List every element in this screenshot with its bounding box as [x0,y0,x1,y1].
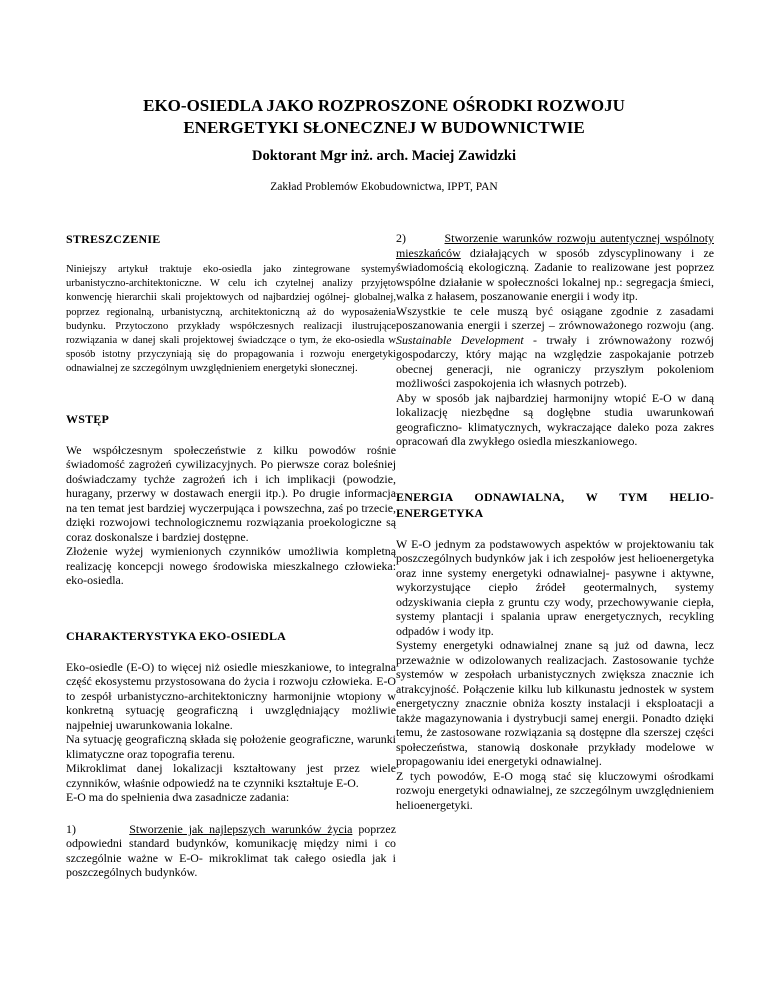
intro-heading: WSTĘP [66,411,110,426]
task-2-lead: Stworzenie warunków rozwoju autentycznej wspólnoty mieszkańców [396,231,714,260]
intro-paragraph-1: We współczesnym społeczeństwie z kilku powodów rośnie świadomość zagrożeń cywilizacyjnych. Po pierwsze coraz boleśniej doświadczamy tychże zagrożeń ich i ich implikacji (powodzie, huragany, przerwy w dostawach energii itp.). Po drugie informacja na ten temat jest bardziej wyczerpująca i powszechna, zaś po trzecie, dzięki rozwojowi technologicznemu rozwiązania proekologiczne są coraz doskonalsze i bardziej dostępne. [66,442,396,544]
left-column [66,231,396,880]
paper-title [60,95,708,139]
characteristics-paragraph-2: Na sytuację geograficzną składa się położenie geograficzne, warunki klimatyczne oraz topografia terenu. [66,732,396,761]
energy-paragraph-3: Z tych powodów, E-O mogą stać się kluczowymi ośrodkami rozwoju energetyki odnawialnej, ze szczególnym uwzględnieniem helioenergetyki. [396,768,714,812]
task-2-number: 2) [396,231,406,245]
task-1 [66,822,396,880]
title-line-2: ENERGETYKI SŁONECZNEJ W BUDOWNICTWIE [183,118,585,137]
task-2-rest: działających w sposób zdyscyplinowany i ze świadomością ekologiczną. Zadanie to realizowane jest poprzez wspólne działanie w społeczności lokalnej np.: segregacja śmieci, walka z hałasem, poszanowanie energii i wody itp. [396,245,714,303]
task-1-number: 1) [66,821,76,836]
task-2 [396,231,714,304]
characteristics-paragraph-1: Eko-osiedle (E-O) to więcej niż osiedle mieszkaniowe, to integralna część ekosystemu przystosowana do życia i rozwoju człowieka. E-O to zespół urbanistyczno-architektoniczny harmonijnie wtopiony w konkretną sytuację geograficzną i uwzględniający możliwie najpełniej uwarunkowania lokalne. [66,659,396,732]
characteristics-heading: CHARAKTERYSTYKA EKO-OSIEDLA [66,628,287,643]
affiliation: Zakład Problemów Ekobudownictwa, IPPT, PAN [270,181,498,193]
sustainability-paragraph [396,304,714,391]
characteristics-paragraph-4: E-O ma do spełnienia dwa zasadnicze zadania: [66,790,290,805]
sustainable-development-term: Sustainable Development [396,332,524,347]
right-column [396,231,714,812]
sustainability-text-end: - trwały i zrównoważony rozwój gospodarczy, który mając na względzie zaspokajanie potrzeb obecnej generacji, nie ograniczy przyszłym pokoleniom możliwości zaspokojenia ich własnych potrzeb). [396,332,714,390]
task-1-rest: poprzez odpowiedni standard budynków, komunikację między nimi i co szczególnie ważne w E-O- mikroklimat tak całego osiedla jak i poszczególnych budynków. [66,821,396,880]
characteristics-paragraph-3: Mikroklimat danej lokalizacji kształtowany jest przez wiele czynników, właśnie odpowiedź na te czynniki kształtuje E-O. [66,761,396,790]
abstract-heading: STRESZCZENIE [66,232,161,246]
abstract-text: Niniejszy artykuł traktuje eko-osiedla jako zintegrowane systemy urbanistyczno-architektoniczne. W celu ich czytelnej analizy przyjęto konwencję hierarchii skali projektowych od najbardziej ogólnej- globalnej, poprzez regionalną, urbanistyczną, architektoniczną aż do wyposażenia budynku. Przytoczono przykłady współczesnych realizacji ilustrujące rozwiązania w danej skali projektowej świadczące o tym, że eko-osiedla w sposób istotny przyczyniają się do propagowania i rozwoju energetyki odnawialnej ze szczególnym uwzględnieniem energetyki słonecznej. [66,264,396,375]
harmony-paragraph: Aby w sposób jak najbardziej harmonijny wtopić E-O w daną lokalizację niezbędne są dogłębne studia uwarunkowań geograficzno- klimatycznych, wykraczające daleko poza zakres opracowań dla zwykłego osiedla mieszkaniowego. [396,390,714,448]
title-line-1: EKO-OSIEDLA JAKO ROZPROSZONE OŚRODKI ROZWOJU [143,96,625,115]
energy-heading: ENERGIA ODNAWIALNA, W TYM HELIO-ENERGETYKA [396,489,714,520]
energy-paragraph-1: W E-O jednym za podstawowych aspektów w projektowaniu tak poszczególnych budynków jak i ich zespołów jest helioenergetyka oraz inne systemy energetyki odnawialnej- pasywne i aktywne, wykorzystujące ciepło źródeł geotermalnych, systemy odzyskiwania ciepła z gruntu czy wody, przechowywanie ciepła, systemy plantacji i spalania upraw energetycznych, recykling odpadów i wody itp. [396,536,714,638]
intro-paragraph-2: Złożenie wyżej wymienionych czynników umożliwia kompletną realizację koncepcji nowego środowiska mieszkalnego człowieka: eko-osiedla. [66,544,396,588]
task-1-lead: Stworzenie jak najlepszych warunków życia [129,821,353,836]
sustainability-text-start: Wszystkie te cele muszą być osiągane zgodnie z zasadami poszanowania energii i szerzej – zrównoważonego rozwoju (ang. [396,303,714,332]
author: Doktorant Mgr inż. arch. Maciej Zawidzki [251,148,517,164]
energy-paragraph-2: Systemy energetyki odnawialnej znane są już od dawna, lecz przeważnie w odizolowanych realizacjach. Zastosowanie tychże systemów w zespołach urbanistycznych zwiększa znacznie ich atrakcyjność. Połączenie kilku lub kilkunastu jednostek w system energetyczny znacznie obniża koszty instalacji i eksploatacji a także magazynowania i dystrybucji samej energii. Ponadto dzięki temu, że zastosowane rozwiązania są dostępne dla szerszej części społeczeństwa, stanowią doskonałe przykłady modelowe w propagowaniu idei energetyki odnawialnej. [396,638,714,768]
